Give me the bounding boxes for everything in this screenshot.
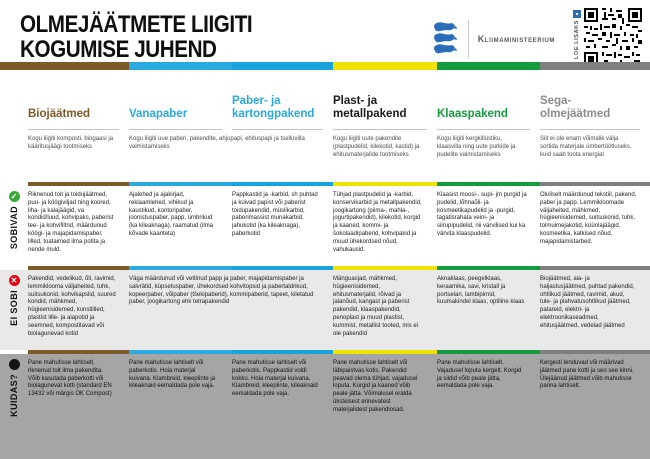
poster-title-line1: OLMEJÄÄTMETE LIIGITI <box>20 11 253 38</box>
column-title-klaaspakend: Klaaspakend <box>437 86 530 130</box>
row-label-kuidas: KUIDAS? <box>0 354 28 459</box>
column-title-kartongpakend: Paber- ja kartongpakend <box>232 86 323 130</box>
header <box>0 0 650 62</box>
sobivad-kartongpakend: Pappkastid ja -karbid, sh puhtad ja kuivad papist või paberist toidupakendid, müslikarbid, paberimassist munakarbid, jahukotid (ka kileaknaga), paberkotid <box>232 192 318 237</box>
dot-icon <box>9 359 20 370</box>
kuidas-segaolme: Kergesti lenduvad või määrivad jäätmed pane kotti ja seo see kinni. Ülejäänud jäätmed võib mahutisse panna lahtiselt. <box>540 360 634 390</box>
column-titles-row <box>0 70 650 130</box>
sobivad-plast-metall: Tühjad plastpudelid ja -karbid, konservikarbid ja metallpakendid, joogikartong (piima-, mahla-, jogurtipakendid), kilekotid, korgid ja kaaned, kommi- ja šokolaadipaberid, kohvipakid ja muud ühekordsed nõud, vahukausid. <box>333 192 422 253</box>
stripe-segment-klaaspakend <box>437 62 540 70</box>
qr-code <box>584 8 642 66</box>
kuidas-klaaspakend: Pane mahutisse lahtiselt. Vajadusel loputa kergelt. Korgid ja sildid võib peale jätta, eemaldada pole vaja. <box>437 360 522 390</box>
qr-block <box>573 8 642 66</box>
sobivad-biojaatmed: Riknenud toit ja toidujäätmed, puu- ja köögiviljad ning koored, liha- ja kalajäägid, va kondid/luud, kohvipaks, paberist tee- ja kohvifiltrid, määrdunud köögi- ja majapidamispaber, lilled, toataimed ilma potita ja nende muld. <box>28 192 114 253</box>
coat-of-arms-icon <box>433 22 459 56</box>
description-paber: Kogu liigiti uue paberi, pakendite, ahjupapi, ehituspapi ja tselluvilla valmistamiseks <box>129 136 305 150</box>
gutter <box>0 130 28 182</box>
sobivad-klaaspakend: Klaasist moosi-, supi- jm purgid ja pudelid, lõhnaõli- ja kosmeetikapudelid ja -purgid, tagatisrahata veini- ja siirupipudelid, nii värvilised kui ka värvita klaaspudelid. <box>437 192 527 237</box>
sobivad-vanapaber: Ajalehed ja ajakirjad, reklaamlehed, vihikud ja kaustikud, kontoripaber, joonistuspaber, papp, ümbrikud (ka kileaknaga), raamatud (ilma kõvade kaanteta) <box>129 192 214 237</box>
row-label-sobivad: ✓ SOBIVAD <box>9 191 19 250</box>
check-icon: ✓ <box>9 191 20 202</box>
description-biojaatmed: Kogu liigiti komposti, biogaasi ja kääritusjäägi tootmiseks <box>28 136 114 150</box>
sobivad-segaolme: Oluliselt määrdunud tekstiil, pakend, paber ja papp. Lemmikloomade väljaheited, mähkmed, hügieenisidemed, suitsukonid, tuhk, tolmuimejakotid, küünlajäägid, kosmeetika, katkised nõud, majapidamistarbed. <box>540 192 637 245</box>
gutter <box>0 86 28 130</box>
row-ei-sobi <box>0 270 650 350</box>
kuidas-biojaatmed: Pane mahutisse lahtiselt, riknenud toit ilma pakendita. Võib kasutada paberkotti või biolagunevat kotti (standard EN 13432 või märgis OK Compost) <box>28 360 112 398</box>
description-plast-metall: Kogu liigiti uute pakendite (plastpudelid, kilekotid, kastid) ja ehitusmaterjalide tootmiseks <box>333 136 420 158</box>
kuidas-plast-metall: Pane mahutisse lahtiselt või läbipaistvas kotis. Pakendid peavad olema tühjad, vajadusel loputa. Korgid ja kaaned võib peale jätta. Võimalusel eralda üksteisest erinevatest materjalidest pakendiosad. <box>333 360 418 413</box>
poster-title-line2: KOGUMISE JUHEND <box>20 36 217 64</box>
kuidas-kartongpakend: Pane mahutisse lahtiselt või paberkotis. Pappkastid voldi kokku. Hoia materjal kuivana. Klambreid, kleeplinte, kileaknaid eemaldada pole vaja. <box>232 360 318 398</box>
ministry-name: Kliimaministeerium <box>477 34 555 44</box>
ei-sobi-plast-metall: Mänguasjad, mähkmed, hügieenisidemed, ehitusmaterjalid, rõivad ja jalanõud, kangast ja paberist pakendid, klaaspakendid, penoplast ja muud plastist, kummist, metallist tooted, mis ei ole pakendid <box>333 276 419 337</box>
description-segaolme: Siit ei ole enam võimalik välja sortida materjale ümbertöötluseks, kuid saab toota energiat <box>540 136 632 158</box>
cross-icon: ✕ <box>9 275 20 286</box>
ei-sobi-segaolme: Biojäätmed, aia- ja haljastusjäätmed, puhtad pakendid, ohtlikud jäätmed, ravimid, akud, tule- ja plahvatusohtlikud jäätmed, patareid, elektri- ja elektroonikaseadmed, ehitusjäätmed, vedelad jäätmed <box>540 276 635 329</box>
ei-sobi-biojaatmed: Pakendid, vedelikud, õli, ravimid, lemmiklooma väljaheited, tuhk, suitsukonid, kohvikapslid, suured kondid, mähkmed, hügieenisidemed, kunstlilled, plastist lille- ja aiapotid ja seemned, kompostitavad või biolagunevad kotid <box>28 276 116 337</box>
logo-divider <box>468 20 469 58</box>
row-kuidas <box>0 354 650 459</box>
ei-sobi-paber: Väga määrdunud või vettinud papp ja paber, majapidamispaber ja salvrätid, küpsetuspaber, ühekordsed kohvitopsid ja pabertaldrikud, kopeerpaber, võipaber (tšekipaberid), kommipaberid, tapeet, kiletatud paber, joogikartong ehk tetrapakendid <box>129 276 314 306</box>
poster-title <box>20 12 290 63</box>
column-descriptions-row <box>0 130 650 182</box>
column-title-biojaatmed: Biojäätmed <box>28 86 119 130</box>
row-label-ei-sobi: ✕ EI SOBI <box>9 275 19 326</box>
row-sobivad <box>0 186 650 266</box>
ei-sobi-klaaspakend: Aknaklaas, peegelklaas, keraamika, savi, kristall ja portselan, lambipirnid, kuumakindel klaas, optiline klaas <box>437 276 525 306</box>
column-title-vanapaber: Vanapaber <box>129 86 222 130</box>
description-klaaspakend: Kogu liigiti kergkillustiku, klaasvilla ning uute purkide ja pudelite valmistamiseks <box>437 136 516 158</box>
stripe-segment-plast-metall <box>333 62 437 70</box>
qr-accent-square-icon <box>573 10 581 18</box>
column-title-segaolme: Sega-olmejäätmed <box>540 86 640 130</box>
kuidas-vanapaber: Pane mahutisse lahtiselt või paberkotis. Hoia materjal kuivana. Klambreid, kleeplinte ja kileaknaid eemaldada pole vaja. <box>129 360 216 390</box>
qr-label: LOE LISAKS <box>574 20 580 60</box>
qr-label-column <box>573 8 581 66</box>
ministry-logo <box>433 20 555 58</box>
stripe-segment-kartongpakend <box>232 62 333 70</box>
column-title-plast-metall: Plast- ja metallpakend <box>333 86 427 130</box>
stripe-segment-segaolme <box>540 62 650 70</box>
